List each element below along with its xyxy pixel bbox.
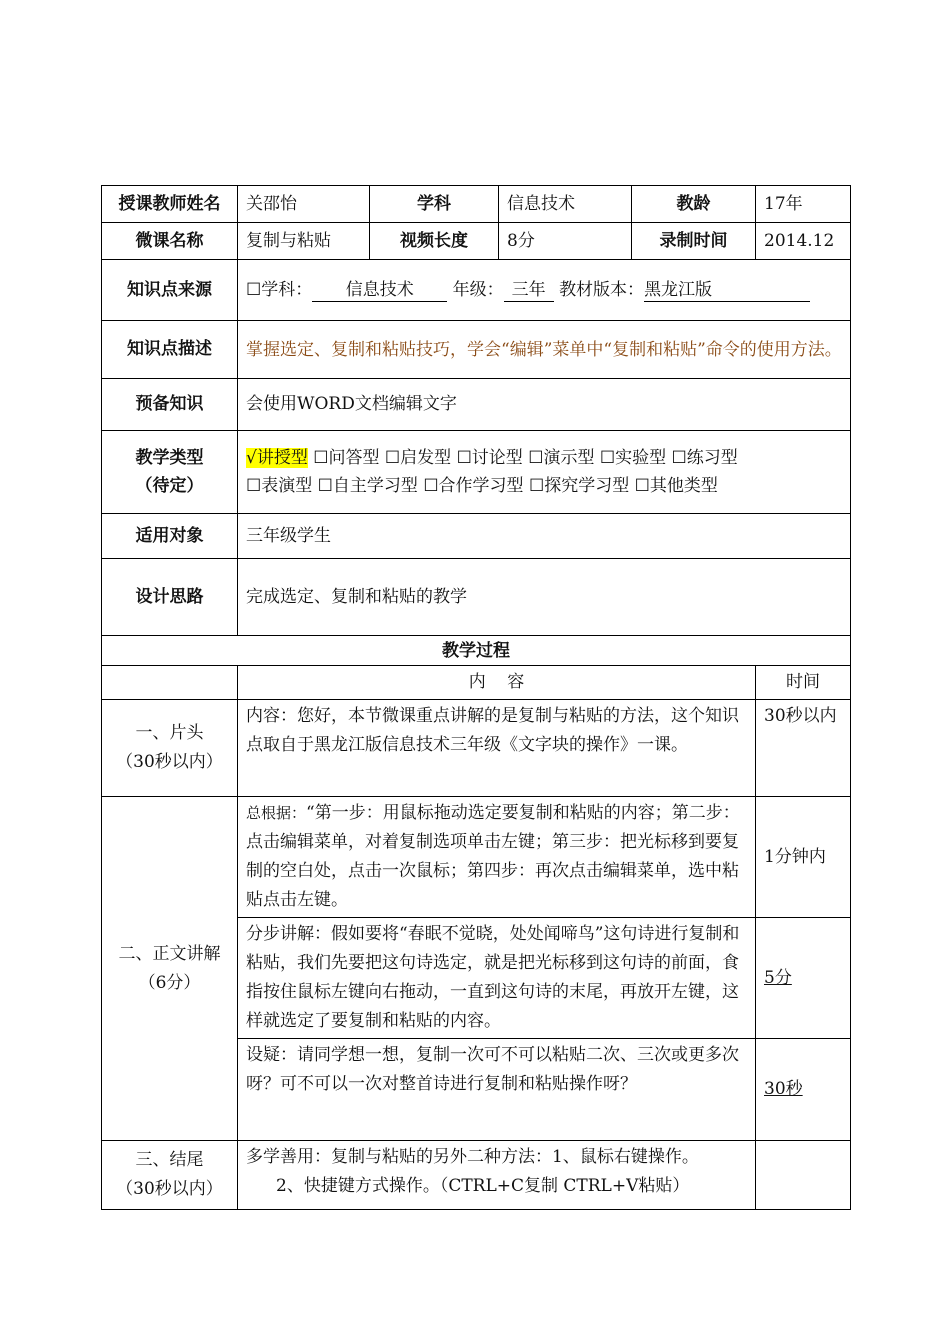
teach-type-line2 [246, 472, 848, 500]
row-source [102, 260, 851, 321]
teach-type-option: ☐探究学习型 [528, 476, 630, 496]
section-ending-label-line2: （30秒以内） [116, 1179, 223, 1199]
teach-type-option: ☐问答型 [313, 448, 380, 468]
section-opening-time: 30秒以内 [756, 700, 851, 797]
duration-value: 8分 [499, 223, 632, 260]
row-process-header [102, 666, 851, 700]
design-text: 完成选定、复制和粘贴的教学 [238, 559, 851, 636]
source-value [238, 260, 851, 321]
record-time-value: 2014.12 [756, 223, 851, 260]
section-main-label-line2: （6分） [138, 972, 201, 993]
micro-lesson-form [101, 185, 851, 1210]
source-label: 知识点来源 [102, 260, 238, 321]
teach-type-option: ☐其他类型 [634, 476, 718, 496]
duration-label: 视频长度 [370, 223, 499, 260]
source-edition-prefix: 教材版本： [559, 279, 645, 300]
section-main-time-c: 30秒 [756, 1039, 851, 1141]
section-ending-label [102, 1141, 238, 1210]
row-description [102, 321, 851, 379]
section-ending-label-line1: 三、结尾 [135, 1150, 204, 1170]
course-label: 微课名称 [102, 223, 238, 260]
section-main-content-a-text: “第一步：用鼠标拖动选定要复制和粘贴的内容；第二步：点击编辑菜单，对着复制选项单击左键；第三步：把光标移到要复制的空白处，点击一次鼠标；第四步：再次点击编辑菜单，选中粘贴点击左键。 [246, 803, 740, 910]
teach-type-option: ☐合作学习型 [423, 476, 524, 496]
teach-type-option: ☐自主学习型 [317, 476, 418, 496]
section-main-label-line1: 二、正文讲解 [118, 943, 221, 964]
teach-type-option: ☐讨论型 [456, 448, 523, 468]
row-course [102, 223, 851, 260]
row-process-title [102, 636, 851, 666]
section-opening-label-line2: （30秒以内） [116, 752, 223, 772]
subject-value: 信息技术 [499, 186, 632, 223]
section-opening-label-line1: 一、片头 [135, 723, 204, 743]
section-main-time-b: 5分 [756, 918, 851, 1039]
teach-type-label-line2: （待定） [135, 476, 204, 496]
section-ending-line1: 多学善用：复制与粘贴的另外二种方法：1、鼠标右键操作。 [246, 1147, 699, 1167]
section-ending-line2: 2、快捷键方式操作。（CTRL+C复制 CTRL+V粘贴） [276, 1176, 690, 1196]
section-main-time-a: 1分钟内 [756, 797, 851, 918]
source-edition-value: 黑龙江版 [644, 279, 810, 302]
teach-type-options [238, 431, 851, 514]
teach-type-label-line1: 教学类型 [135, 448, 204, 468]
row-teach-type [102, 431, 851, 514]
course-value: 复制与粘贴 [238, 223, 370, 260]
row-audience [102, 514, 851, 559]
source-grade-prefix: 年级： [452, 279, 504, 300]
section-main-content-c: 设疑：请同学想一想，复制一次可不可以粘贴二次、三次或更多次呀？可不可以一次对整首诗进行复制和粘贴操作呀？ [238, 1039, 756, 1141]
section-ending-content [238, 1141, 756, 1210]
section-main-content-b: 分步讲解：假如要将“春眠不觉晓，处处闻啼鸟”这句诗进行复制和粘贴，我们先要把这句诗选定，就是把光标移到这句诗的前面，食指按住鼠标左键向右拖动，一直到这句诗的末尾，再放开左键，这样就选定了要复制和粘贴的内容。 [238, 918, 756, 1039]
row-teacher [102, 186, 851, 223]
description-label: 知识点描述 [102, 321, 238, 379]
teach-type-label [102, 431, 238, 514]
teach-type-line1 [246, 444, 848, 472]
subject-label: 学科 [370, 186, 499, 223]
teach-type-option: ☐启发型 [384, 448, 452, 468]
audience-text: 三年级学生 [238, 514, 851, 559]
section-opening-content: 内容：您好，本节微课重点讲解的是复制与粘贴的方法，这个知识点取自于黑龙江版信息技术三年级《文字块的操作》一课。 [238, 700, 756, 797]
prereq-text: 会使用WORD文档编辑文字 [238, 379, 851, 431]
description-text: 掌握选定、复制和粘贴技巧，学会“编辑”菜单中“复制和粘贴”命令的使用方法。 [238, 321, 851, 379]
row-prereq [102, 379, 851, 431]
years-label: 教龄 [632, 186, 756, 223]
teacher-label: 授课教师姓名 [102, 186, 238, 223]
source-subject-prefix: ☐学科： [246, 279, 313, 300]
section-main-label [102, 797, 238, 1141]
process-header-content: 内 容 [238, 666, 756, 700]
years-value: 17年 [756, 186, 851, 223]
audience-label: 适用对象 [102, 514, 238, 559]
source-subject-value: 信息技术 [312, 279, 447, 302]
process-header-blank [102, 666, 238, 700]
section-main-content-a [238, 797, 756, 918]
section-ending-time [756, 1141, 851, 1210]
teacher-value: 关邵怡 [238, 186, 370, 223]
row-section-opening [102, 700, 851, 797]
teach-type-option: ☐练习型 [671, 448, 738, 468]
teach-type-selected: √讲授型 [246, 448, 308, 468]
teach-type-option: ☐实验型 [599, 448, 667, 468]
row-design [102, 559, 851, 636]
section-main-content-a-prefix: 总根据： [246, 804, 307, 822]
source-grade-value: 三年 [504, 279, 554, 302]
prereq-label: 预备知识 [102, 379, 238, 431]
process-header-time: 时间 [756, 666, 851, 700]
teach-type-option: ☐演示型 [528, 448, 595, 468]
design-label: 设计思路 [102, 559, 238, 636]
process-title: 教学过程 [102, 636, 851, 666]
row-section-ending [102, 1141, 851, 1210]
row-section-main-a [102, 797, 851, 918]
teach-type-option: ☐表演型 [246, 476, 313, 496]
section-opening-label [102, 700, 238, 797]
record-time-label: 录制时间 [632, 223, 756, 260]
